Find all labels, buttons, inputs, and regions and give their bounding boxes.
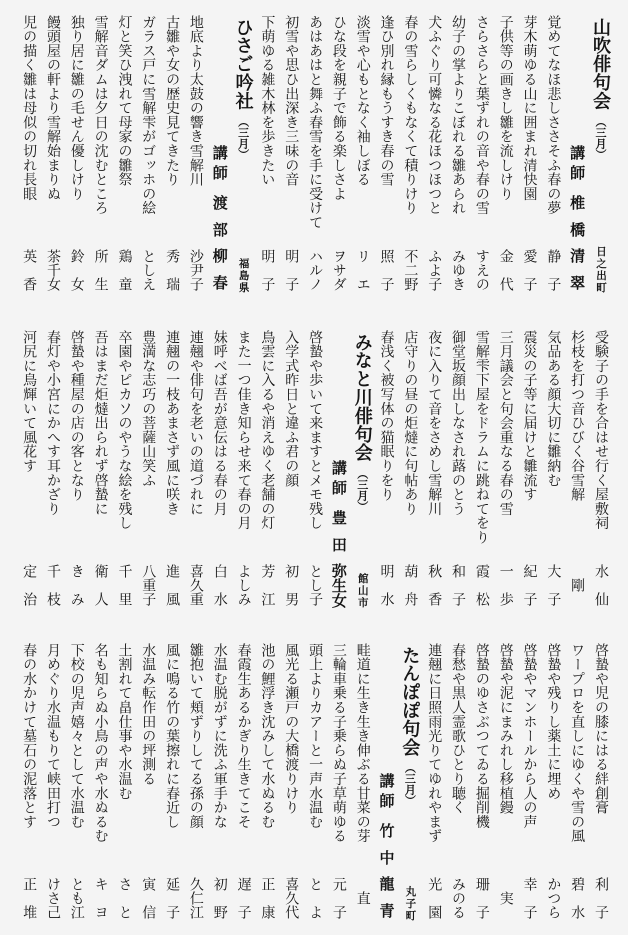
haiku-column — [541, 15, 565, 307]
haiku-author: ふよ子 — [426, 249, 443, 291]
haiku-column — [255, 15, 279, 307]
haiku-author: 碧水 — [569, 877, 586, 919]
haiku-column — [541, 330, 565, 622]
section-title: たんぽぽ句会 — [399, 646, 421, 757]
haiku-column — [469, 330, 493, 622]
haiku-author: 鈴女 — [68, 249, 85, 291]
haiku-author: 紀子 — [521, 564, 538, 606]
haiku-column — [135, 643, 159, 935]
section-title-column — [350, 330, 374, 622]
haiku-text: 下校の児声嬉々として水温む — [68, 643, 85, 829]
haiku-author: 沙尹子 — [187, 249, 204, 291]
haiku-author: 霞松 — [473, 564, 490, 606]
haiku-column — [374, 330, 398, 622]
section-location: 丸子町 — [404, 886, 417, 922]
haiku-text: 名も知らぬ小鳥の声や水ぬるむ — [92, 643, 109, 844]
section-title: 山吹俳句会 — [590, 18, 611, 110]
haiku-author: 所生 — [92, 249, 109, 291]
haiku-text: 春灯や小宮にかへす耳かざり — [44, 330, 61, 516]
haiku-column — [40, 330, 64, 622]
haiku-column — [207, 330, 231, 622]
haiku-text: 下萌ゆる雑木林を歩きたい — [259, 15, 276, 187]
haiku-text: 犬ふぐり可憐なる花ほつほつと — [426, 15, 443, 216]
haiku-column — [517, 330, 541, 622]
haiku-text: 古雛や女の歴史見てきたり — [164, 15, 181, 187]
lecturer-surname: 竹中 — [377, 823, 396, 865]
haiku-text: 畦道に生き生き伸ぶる甘菜の芽 — [354, 643, 371, 844]
lecturer-given-name: 柳春 — [210, 248, 229, 290]
haiku-author: 葫舟 — [402, 564, 419, 606]
lecturer-column — [374, 643, 398, 935]
haiku-column — [564, 330, 588, 622]
haiku-column — [517, 15, 541, 307]
section-heading — [350, 333, 374, 512]
haiku-author: ハルノ — [307, 249, 324, 291]
haiku-column — [588, 330, 612, 622]
section-month: （三月） — [236, 116, 250, 160]
haiku-text: あはあはと舞ふ春雪を手に受けて — [307, 15, 324, 230]
haiku-author: 喜久重 — [187, 564, 204, 606]
haiku-author: 衛人 — [92, 564, 109, 606]
haiku-text: 御堂坂顔出しなされ蕗のとう — [450, 330, 467, 516]
section-heading — [398, 646, 422, 806]
haiku-text: また一つ佳き知らせ来て春の月 — [235, 330, 252, 531]
haiku-column — [493, 330, 517, 622]
haiku-column — [588, 643, 612, 935]
haiku-text: ガラス戸に雪解雫がゴッホの絵 — [140, 15, 157, 216]
band-middle — [16, 330, 612, 622]
haiku-column — [112, 643, 136, 935]
section-title: ひさご吟社 — [232, 18, 254, 110]
lecturer-given-name: 龍青 — [377, 876, 396, 918]
haiku-author: とも江 — [68, 877, 85, 919]
haiku-column — [183, 330, 207, 622]
haiku-column — [493, 643, 517, 935]
haiku-text: 春浅く被写体の猫眠りをり — [378, 330, 395, 502]
haiku-text: 夜に入りて音をさめし雪解川 — [426, 330, 443, 516]
haiku-column — [278, 330, 302, 622]
haiku-author: 金代 — [497, 249, 514, 291]
haiku-column — [302, 330, 326, 622]
haiku-text: 逢ひ別れ縁もうすき春の雪 — [378, 15, 395, 187]
haiku-column — [278, 643, 302, 935]
lecturer-column — [326, 330, 350, 622]
haiku-column — [16, 15, 40, 307]
haiku-text: さらさらと葉ずれの音や春の雪 — [473, 15, 490, 216]
haiku-author: 剛 — [569, 578, 586, 592]
lecturer-label: 講師 — [377, 773, 396, 813]
haiku-text: 入学式昨日と違ふ君の顔 — [283, 330, 300, 488]
haiku-text: 土割れて畠仕事や水温む — [116, 643, 133, 801]
haiku-author: 和子 — [450, 564, 467, 606]
haiku-column — [326, 15, 350, 307]
haiku-column — [16, 643, 40, 935]
haiku-column — [112, 330, 136, 622]
haiku-author: 正堆 — [21, 877, 38, 919]
haiku-author: キヨ — [92, 877, 109, 919]
haiku-column — [183, 15, 207, 307]
haiku-author: 明子 — [259, 249, 276, 291]
lecturer-surname: 渡部 — [210, 195, 229, 237]
haiku-text: 饅頭屋の軒より雪解始まりぬ — [44, 15, 61, 201]
section-location: 館山市 — [356, 573, 369, 609]
haiku-column — [183, 643, 207, 935]
haiku-author: 利子 — [593, 877, 609, 919]
haiku-text: 水温み転作田の坪測る — [140, 643, 157, 786]
haiku-text: 覚めてなほ悲しささそふ春の夢 — [545, 15, 562, 216]
haiku-text: 幼子の掌よりこぼれる雛あられ — [450, 15, 467, 216]
haiku-author: 定治 — [21, 564, 38, 606]
section-month: （三月） — [594, 116, 607, 160]
haiku-column — [16, 330, 40, 622]
haiku-text: 啓蟄やマンホールから人の声 — [521, 643, 538, 829]
haiku-author: けさ己 — [44, 877, 61, 919]
haiku-text: 三月議会と句会重なる春の雪 — [497, 330, 514, 516]
haiku-column — [350, 15, 374, 307]
haiku-column — [255, 643, 279, 935]
haiku-text: 初雪や思ひ出深き三味の音 — [283, 15, 300, 187]
haiku-author: 千里 — [116, 564, 133, 606]
haiku-author: 実 — [497, 891, 514, 905]
section-title-column — [588, 15, 612, 307]
haiku-column — [159, 15, 183, 307]
lecturer-column — [207, 15, 231, 307]
haiku-text: 受験子の手を合はせ行く屋敷祠 — [593, 330, 609, 531]
haiku-column — [421, 330, 445, 622]
section-month: （三月） — [355, 467, 369, 512]
haiku-author: 初野 — [211, 877, 228, 919]
haiku-author: 正康 — [259, 877, 276, 919]
haiku-column — [326, 643, 350, 935]
haiku-author: 千枝 — [44, 564, 61, 606]
haiku-column — [112, 15, 136, 307]
haiku-text: 月めぐり水温もりて峡田打つ — [44, 643, 61, 829]
haiku-author: 明子 — [283, 249, 300, 291]
haiku-column — [64, 15, 88, 307]
haiku-author: 不二野 — [402, 249, 419, 291]
section-title-column — [231, 15, 255, 307]
haiku-column — [135, 15, 159, 307]
band-top — [16, 15, 612, 307]
haiku-text: 三輪車乗る子乗らぬ子草萌ゆる — [330, 643, 347, 844]
section-location: 日之出町 — [595, 246, 607, 294]
haiku-author: 水仙 — [593, 564, 609, 606]
haiku-text: 春霞生あるかぎり生きてこそ — [235, 643, 252, 829]
haiku-column — [88, 15, 112, 307]
haiku-author: 珊子 — [473, 877, 490, 919]
haiku-author: 静子 — [545, 249, 562, 291]
haiku-text: 雛抱いて頬ずりしてる孫の顔 — [187, 643, 204, 829]
haiku-column — [64, 643, 88, 935]
haiku-column — [135, 330, 159, 622]
haiku-author: とよ — [307, 877, 324, 919]
haiku-text: 地底より太鼓の響き雪解川 — [187, 15, 204, 187]
haiku-author: 秀瑞 — [164, 249, 181, 291]
haiku-text: ひな段を親子で飾る楽しさよ — [330, 15, 347, 201]
haiku-text: 啓蟄や残りし薬土に埋め — [545, 643, 562, 801]
haiku-column — [88, 643, 112, 935]
haiku-text: 春の雪らしくもなくて積りけり — [402, 15, 419, 216]
haiku-author: 寅信 — [140, 877, 157, 919]
haiku-text: 風に鳴る竹の葉擦れに春近し — [164, 643, 181, 829]
haiku-author: みゆき — [450, 249, 467, 291]
haiku-author: すえの — [473, 249, 490, 291]
haiku-column — [350, 643, 374, 935]
haiku-column — [64, 330, 88, 622]
haiku-text: 水温む脱がずに洗ふ軍手かな — [211, 643, 228, 829]
section-location: 福島県 — [237, 258, 250, 294]
haiku-text: 鳥雲に入るや消えゆく老舗の灯 — [259, 330, 276, 531]
haiku-column — [88, 330, 112, 622]
haiku-column — [398, 330, 422, 622]
haiku-text: 連翹や俳句を老いの道づれに — [187, 330, 204, 516]
haiku-text: 卒園やピカソのやうな絵を残し — [116, 330, 133, 531]
haiku-text: 灯と笑ひ洩れて母家の雛祭 — [116, 15, 133, 187]
haiku-text: 河尻に鳥輝いて風花す — [21, 330, 38, 473]
haiku-author: 愛子 — [521, 249, 538, 291]
lecturer-given-name: 清翠 — [568, 248, 587, 290]
haiku-author: 進風 — [164, 564, 181, 606]
haiku-author: 元子 — [330, 877, 347, 919]
haiku-author: 初男 — [283, 564, 300, 606]
haiku-text: 淡雪や心もとなく袖しぼる — [354, 15, 371, 187]
haiku-author: 直 — [354, 891, 371, 905]
haiku-author: 茶千女 — [44, 249, 61, 291]
haiku-text: 店守りの昼の炬燵に句帖あり — [402, 330, 419, 516]
haiku-author: 幸子 — [521, 877, 538, 919]
haiku-column — [517, 643, 541, 935]
haiku-text: 啓蟄や泥にまみれし移植鏝 — [497, 643, 514, 815]
haiku-text: 子供等の画きし雛を流しけり — [497, 15, 514, 201]
haiku-column — [159, 643, 183, 935]
lecturer-label: 講師 — [329, 460, 348, 500]
haiku-author: 大子 — [545, 564, 562, 606]
haiku-column — [278, 15, 302, 307]
haiku-column — [255, 330, 279, 622]
haiku-author: 延子 — [164, 877, 181, 919]
haiku-author: 遅子 — [235, 877, 252, 919]
haiku-column — [302, 15, 326, 307]
haiku-text: 妹呼べば吾が意伝はる春の月 — [211, 330, 228, 516]
haiku-text: 雪解雫下屋をドラムに跳ねてをり — [473, 330, 490, 545]
section-heading — [588, 18, 612, 160]
haiku-author: とし子 — [307, 564, 324, 606]
haiku-column — [469, 15, 493, 307]
haiku-text: 池の鯉浮き沈みして水ぬるむ — [259, 643, 276, 829]
haiku-text: 風光る瀬戸の大橋渡りけり — [283, 643, 300, 815]
haiku-author: リエ — [354, 249, 371, 291]
haiku-text: 気品ある顔大切に雛納む — [545, 330, 562, 488]
haiku-text: 吾はまだ炬燵出られず啓蟄に — [92, 330, 109, 516]
section-month: （三月） — [403, 762, 417, 807]
haiku-author: 喜久代 — [283, 877, 300, 919]
haiku-author: 白水 — [211, 564, 228, 606]
haiku-text: 震災の子等に届けと雛流す — [521, 330, 538, 502]
lecturer-label: 講師 — [568, 145, 587, 185]
haiku-column — [445, 330, 469, 622]
haiku-author: よしみ — [235, 564, 252, 606]
haiku-author: 芳江 — [259, 564, 276, 606]
lecturer-surname: 椎橋 — [568, 195, 587, 237]
haiku-text: 啓蟄や種屋の店の客となり — [68, 330, 85, 502]
haiku-column — [469, 643, 493, 935]
haiku-text: 連翹の一枝あまさず風に咲き — [164, 330, 181, 516]
haiku-text: 啓蟄や歩いて来ますとメモ残し — [307, 330, 324, 531]
haiku-column — [445, 643, 469, 935]
lecturer-given-name: 弥生女 — [329, 563, 348, 608]
haiku-column — [159, 330, 183, 622]
haiku-author: ヲサダ — [330, 249, 347, 291]
haiku-column — [421, 15, 445, 307]
haiku-author: 秋香 — [426, 564, 443, 606]
haiku-column — [564, 643, 588, 935]
haiku-text: 芽木萌ゆる山に囲まれ清快園 — [521, 15, 538, 201]
haiku-author: 英香 — [21, 249, 38, 291]
section-heading — [231, 18, 255, 160]
haiku-author: 一歩 — [497, 564, 514, 606]
haiku-author: さと — [116, 877, 133, 919]
haiku-text: 春愁や黒人霊歌ひとり聴く — [450, 643, 467, 815]
haiku-column — [374, 15, 398, 307]
haiku-text: 独り居に雛の毛せん優しけり — [68, 15, 85, 201]
section-title: みなと川俳句会 — [351, 333, 373, 462]
haiku-column — [302, 643, 326, 935]
section-title-column — [398, 643, 422, 935]
haiku-author: 光園 — [426, 877, 443, 919]
haiku-author: 八重子 — [140, 564, 157, 606]
haiku-text: 春の水かけて墓石の泥落とす — [21, 643, 38, 829]
haiku-column — [421, 643, 445, 935]
band-bottom — [16, 643, 612, 935]
haiku-text: ワープロを直しにゆくや雪の風 — [569, 643, 586, 844]
haiku-author: 明水 — [378, 564, 395, 606]
lecturer-label: 講師 — [210, 145, 229, 185]
lecturer-column — [564, 15, 588, 307]
haiku-author: かつら — [545, 877, 562, 919]
haiku-column — [493, 15, 517, 307]
haiku-author: きみ — [68, 564, 85, 606]
haiku-column — [207, 643, 231, 935]
haiku-text: 児の描く雛は母似の切れ長眼 — [21, 15, 38, 201]
haiku-column — [40, 643, 64, 935]
haiku-column — [231, 643, 255, 935]
haiku-column — [541, 643, 565, 935]
haiku-text: 連翹に日照雨光りてゆれやまず — [426, 643, 443, 844]
haiku-author: 照子 — [378, 249, 395, 291]
haiku-author: としえ — [140, 249, 157, 291]
haiku-text: 豊満な志巧の菩薩山笑ふ — [140, 330, 157, 488]
haiku-text: 啓蟄のゆさぶつてゐる掘削機 — [473, 643, 490, 829]
lecturer-surname: 豊田 — [329, 510, 348, 552]
haiku-author: みのる — [450, 877, 467, 919]
haiku-column — [445, 15, 469, 307]
haiku-author: 久仁江 — [187, 877, 204, 919]
haiku-text: 頭上よりカアーと一声水温む — [307, 643, 324, 829]
haiku-text: 杉枝を打つ音ひびく谷雪解 — [569, 330, 586, 502]
haiku-column — [398, 15, 422, 307]
haiku-text: 雪解音ダムは夕日の沈むところ — [92, 15, 109, 216]
haiku-text: 啓蟄や児の膝にはる絆創膏 — [593, 643, 609, 815]
haiku-author: 鶏童 — [116, 249, 133, 291]
haiku-column — [231, 330, 255, 622]
haiku-column — [40, 15, 64, 307]
